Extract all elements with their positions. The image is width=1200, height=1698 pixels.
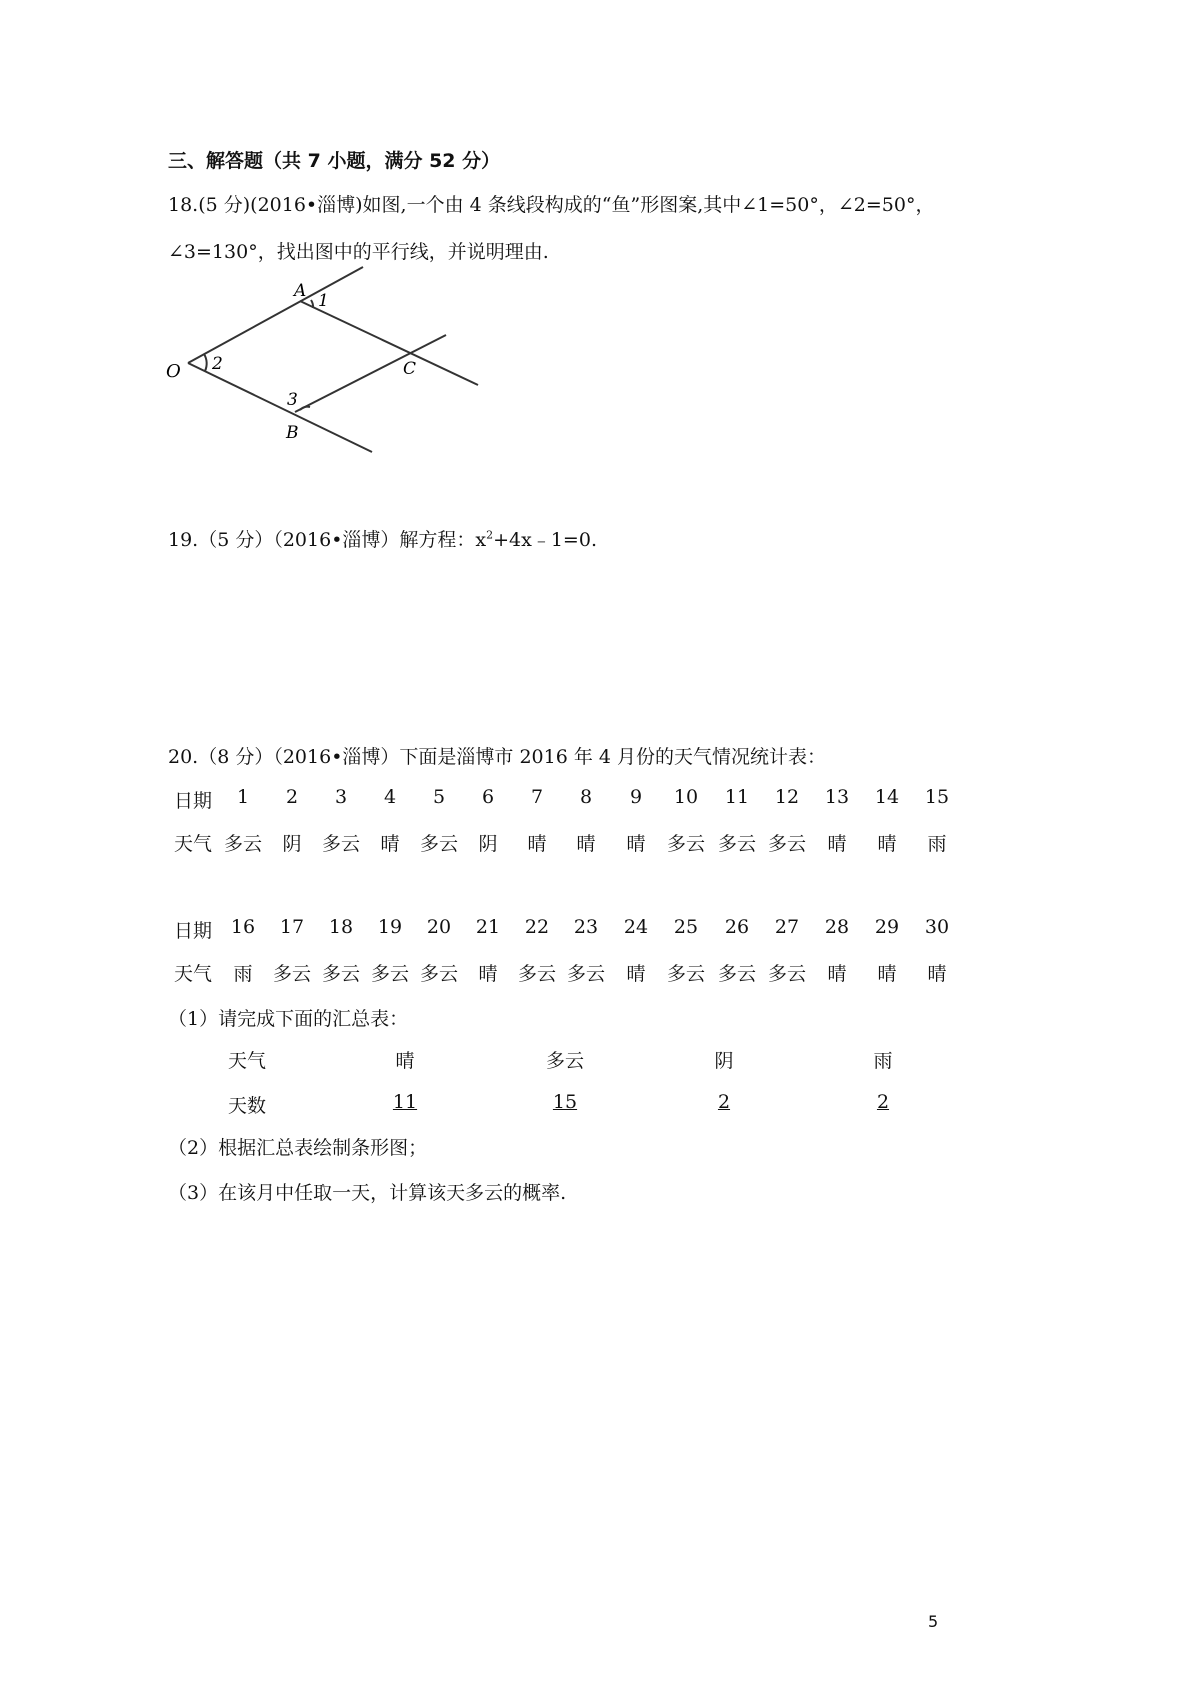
weather-date-cell: 12 [774,786,800,808]
weather-date-cell: 25 [673,916,699,938]
weather-condition-cell: 晴 [827,833,847,855]
summary-header-cell: 晴 [395,1050,415,1072]
weather-condition-cell: 晴 [927,963,947,985]
weather-date-cell: 13 [824,786,850,808]
weather-date-cell: 19 [377,916,403,938]
weather-row-label: 天气 [173,833,213,855]
weather-condition-cell: 多云 [321,833,361,855]
label-angle3: 3 [287,390,298,410]
section-heading: 三、解答题（共 7 小题，满分 52 分） [168,150,501,172]
fish-figure [150,255,490,465]
weather-date-cell: 23 [573,916,599,938]
weather-date-cell: 1 [236,786,250,808]
weather-date-cell: 21 [475,916,501,938]
summary-header-cell: 雨 [873,1050,893,1072]
weather-condition-cell: 晴 [827,963,847,985]
line-ac [300,301,478,385]
weather-condition-cell: 多云 [223,833,263,855]
weather-condition-cell: 晴 [626,963,646,985]
page-number: 5 [928,1612,939,1631]
weather-condition-cell: 晴 [576,833,596,855]
label-a: A [294,281,307,301]
weather-condition-cell: 雨 [233,963,253,985]
weather-date-cell: 2 [285,786,299,808]
weather-date-cell: 20 [426,916,452,938]
weather-date-cell: 6 [481,786,495,808]
weather-date-cell: 27 [774,916,800,938]
weather-date-cell: 7 [530,786,544,808]
weather-date-cell: 30 [924,916,950,938]
summary-value-cell: 15 [552,1091,578,1113]
weather-date-cell: 29 [874,916,900,938]
weather-condition-cell: 多云 [321,963,361,985]
weather-condition-cell: 晴 [478,963,498,985]
weather-date-cell: 5 [432,786,446,808]
summary-header-cell: 多云 [545,1050,585,1072]
weather-condition-cell: 多云 [717,833,757,855]
weather-condition-cell: 多云 [419,833,459,855]
weather-condition-cell: 多云 [717,963,757,985]
weather-condition-cell: 阴 [282,833,302,855]
weather-date-cell: 26 [724,916,750,938]
label-c: C [403,359,417,379]
summary-value-cell: 2 [717,1091,731,1113]
weather-condition-cell: 雨 [927,833,947,855]
summary-values-label: 天数 [227,1095,267,1117]
weather-condition-cell: 多云 [419,963,459,985]
q19-text: 19.（5 分）（2016•淄博）解方程：$x^2+4x﹣1=0$. [168,528,597,551]
label-o: O [166,361,181,382]
label-angle2: 2 [212,354,223,374]
weather-condition-cell: 晴 [877,963,897,985]
weather-condition-cell: 晴 [380,833,400,855]
weather-date-cell: 24 [623,916,649,938]
q20-part1: （1）请完成下面的汇总表： [168,1008,409,1030]
label-b: B [286,423,299,443]
q20-part3: （3）在该月中任取一天，计算该天多云的概率. [168,1182,567,1204]
weather-date-cell: 4 [383,786,397,808]
weather-date-cell: 16 [230,916,256,938]
weather-date-cell: 15 [924,786,950,808]
weather-condition-cell: 阴 [478,833,498,855]
weather-condition-cell: 多云 [272,963,312,985]
weather-date-cell: 14 [874,786,900,808]
weather-row-label: 日期 [173,790,213,812]
weather-row-label: 天气 [173,963,213,985]
weather-date-cell: 8 [579,786,593,808]
summary-header-cell: 阴 [714,1050,734,1072]
weather-condition-cell: 多云 [666,833,706,855]
weather-date-cell: 17 [279,916,305,938]
q18-line1: 18.(5 分)(2016•淄博)如图,一个由 4 条线段构成的“鱼”形图案,其中∠1=50°，∠2=50°， [168,194,935,216]
weather-condition-cell: 晴 [626,833,646,855]
summary-value-cell: 11 [392,1091,418,1113]
q20-intro: 20.（8 分）（2016•淄博）下面是淄博市 2016 年 4 月份的天气情况统计表： [168,746,827,768]
weather-condition-cell: 多云 [666,963,706,985]
weather-date-cell: 22 [524,916,550,938]
weather-date-cell: 10 [673,786,699,808]
q20-part2: （2）根据汇总表绘制条形图； [168,1137,428,1159]
weather-condition-cell: 多云 [767,833,807,855]
weather-date-cell: 9 [629,786,643,808]
weather-condition-cell: 晴 [527,833,547,855]
weather-condition-cell: 多云 [370,963,410,985]
weather-date-cell: 28 [824,916,850,938]
line-oa [188,267,363,363]
weather-row-label: 日期 [173,920,213,942]
line-bc [295,335,446,412]
angle2-arc [204,354,207,371]
weather-condition-cell: 多云 [566,963,606,985]
weather-condition-cell: 多云 [517,963,557,985]
weather-date-cell: 3 [334,786,348,808]
weather-condition-cell: 晴 [877,833,897,855]
weather-date-cell: 11 [724,786,750,808]
label-angle1: 1 [318,291,329,311]
summary-value-cell: 2 [876,1091,890,1113]
line-ob [188,363,372,452]
q18-line2: ∠3=130°，找出图中的平行线，并说明理由. [168,241,549,263]
weather-condition-cell: 多云 [767,963,807,985]
angle3-arc [300,407,310,410]
summary-header-label: 天气 [227,1050,267,1072]
weather-date-cell: 18 [328,916,354,938]
